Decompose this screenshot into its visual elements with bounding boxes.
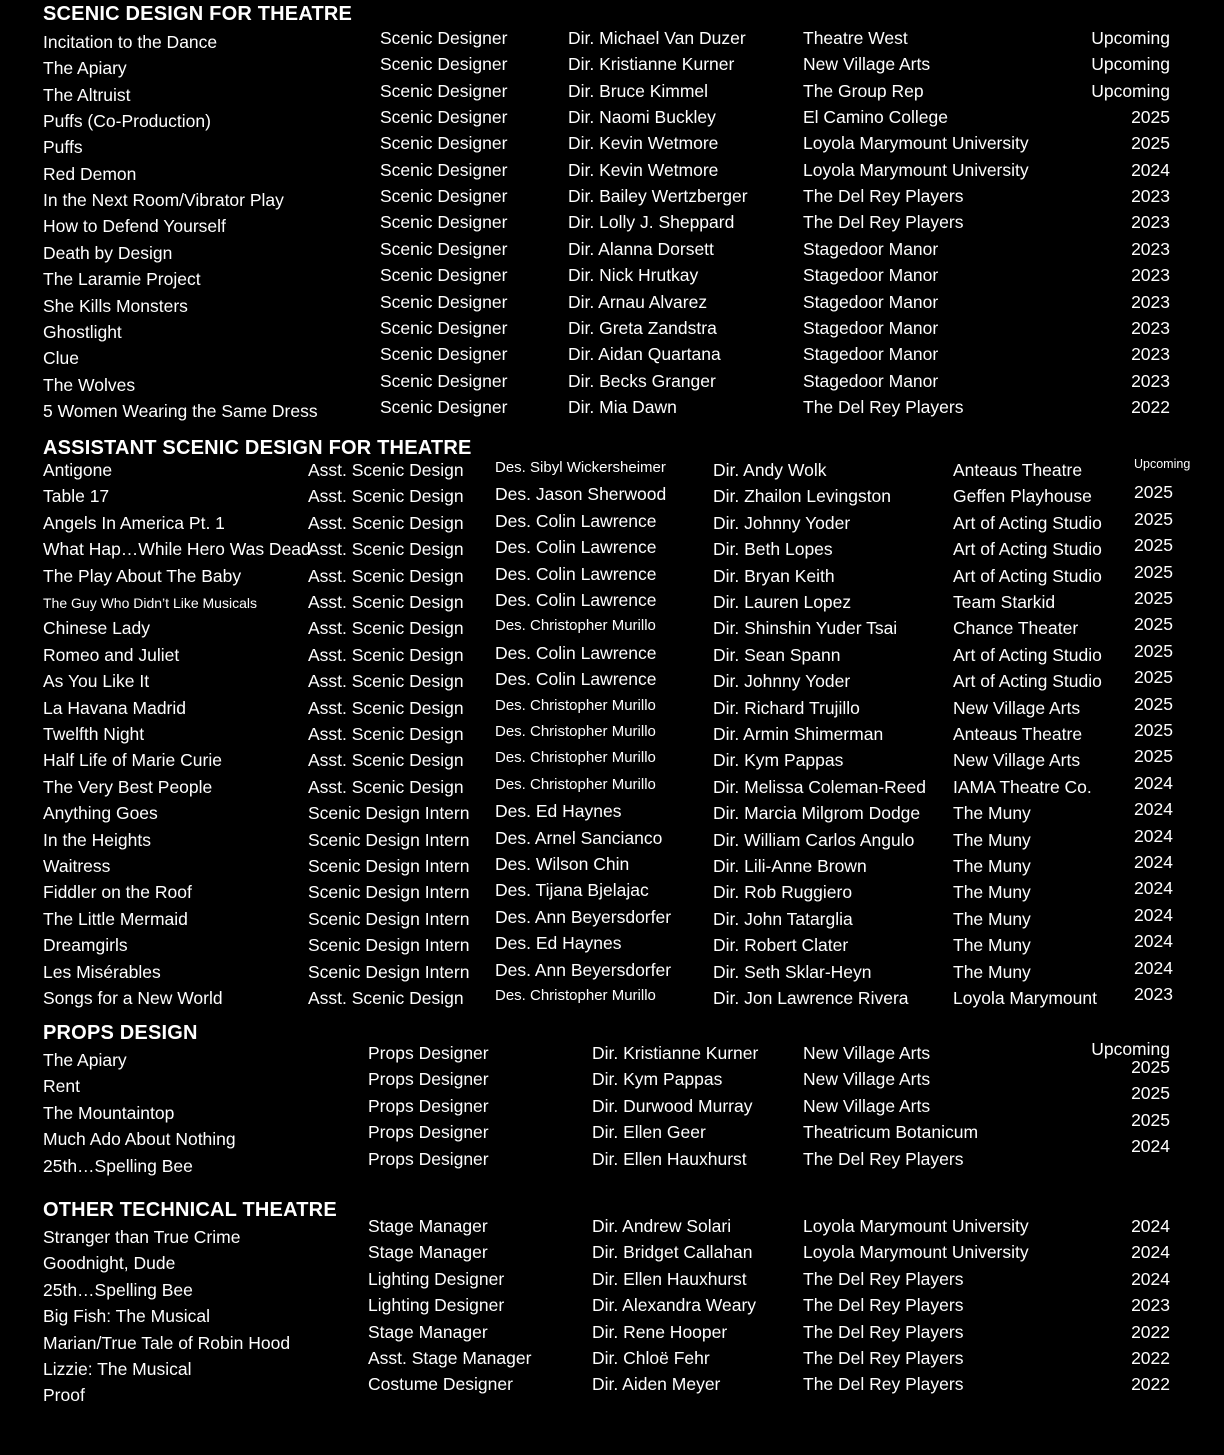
scenic-role: Scenic Designer: [380, 28, 508, 48]
assistant-role: Asst. Scenic Design: [308, 724, 464, 744]
assistant-role: Asst. Scenic Design: [308, 566, 464, 586]
scenic-role: Scenic Designer: [380, 133, 508, 153]
assistant-designer: Des. Colin Lawrence: [495, 590, 657, 610]
assistant-director: Dir. Sean Spann: [713, 645, 841, 665]
assistant-show-title: Fiddler on the Roof: [43, 882, 192, 902]
assistant-venue: Art of Acting Studio: [953, 671, 1102, 691]
props-show-title: 25th…Spelling Bee: [43, 1156, 193, 1176]
assistant-venue: The Muny: [953, 830, 1031, 850]
assistant-show-title: Twelfth Night: [43, 724, 145, 744]
props-year: 2025: [1131, 1057, 1170, 1077]
scenic-show-title: 5 Women Wearing the Same Dress: [43, 401, 318, 421]
assistant-designer: Des. Christopher Murillo: [495, 987, 656, 1004]
assistant-role: Asst. Scenic Design: [308, 645, 464, 665]
other-year: 2024: [1131, 1242, 1170, 1262]
props-director: Dir. Kym Pappas: [592, 1069, 723, 1089]
assistant-year: 2024: [1134, 878, 1173, 898]
scenic-year: 2023: [1131, 265, 1170, 285]
assistant-role: Scenic Design Intern: [308, 830, 470, 850]
assistant-venue: The Muny: [953, 935, 1031, 955]
scenic-role: Scenic Designer: [380, 371, 508, 391]
props-role: Props Designer: [368, 1096, 489, 1116]
scenic-role: Scenic Designer: [380, 186, 508, 206]
assistant-show-title: Chinese Lady: [43, 618, 151, 638]
assistant-venue: Geffen Playhouse: [953, 486, 1092, 506]
assistant-designer: Des. Sibyl Wickersheimer: [495, 459, 666, 476]
assistant-designer: Des. Ed Haynes: [495, 933, 622, 953]
props-show-title: Much Ado About Nothing: [43, 1129, 236, 1149]
assistant-year: 2025: [1134, 746, 1173, 766]
assistant-show-title: La Havana Madrid: [43, 698, 186, 718]
scenic-venue: The Del Rey Players: [803, 397, 964, 417]
assistant-show-title: Antigone: [43, 460, 113, 480]
props-show-title: The Mountaintop: [43, 1103, 175, 1123]
assistant-designer: Des. Ed Haynes: [495, 801, 622, 821]
assistant-director: Dir. Rob Ruggiero: [713, 882, 853, 902]
scenic-venue: El Camino College: [803, 107, 948, 127]
assistant-show-title: In the Heights: [43, 830, 151, 850]
assistant-role: Scenic Design Intern: [308, 803, 470, 823]
scenic-venue: Stagedoor Manor: [803, 318, 939, 338]
other-venue: The Del Rey Players: [803, 1322, 964, 1342]
assistant-venue: Art of Acting Studio: [953, 539, 1102, 559]
scenic-director: Dir. Naomi Buckley: [568, 107, 716, 127]
other-year: 2024: [1131, 1269, 1170, 1289]
assistant-role: Scenic Design Intern: [308, 856, 470, 876]
scenic-show-title: Death by Design: [43, 243, 173, 263]
other-venue: Loyola Marymount University: [803, 1242, 1029, 1262]
assistant-director: Dir. Andy Wolk: [713, 460, 827, 480]
other-venue: The Del Rey Players: [803, 1269, 964, 1289]
props-director: Dir. Ellen Hauxhurst: [592, 1149, 747, 1169]
assistant-year: 2025: [1134, 694, 1173, 714]
scenic-show-title: Puffs (Co-Production): [43, 111, 211, 131]
assistant-role: Scenic Design Intern: [308, 935, 470, 955]
props-venue: Theatricum Botanicum: [803, 1122, 979, 1142]
assistant-director: Dir. Zhailon Levingston: [713, 486, 892, 506]
assistant-director: Dir. Robert Clater: [713, 935, 849, 955]
assistant-show-title: Table 17: [43, 486, 110, 506]
assistant-role: Asst. Scenic Design: [308, 592, 464, 612]
other-role: Asst. Stage Manager: [368, 1348, 532, 1368]
assistant-designer: Des. Colin Lawrence: [495, 669, 657, 689]
assistant-director: Dir. Lauren Lopez: [713, 592, 852, 612]
assistant-venue: The Muny: [953, 909, 1031, 929]
scenic-role: Scenic Designer: [380, 292, 508, 312]
assistant-show-title: Dreamgirls: [43, 935, 128, 955]
scenic-director: Dir. Greta Zandstra: [568, 318, 717, 338]
assistant-show-title: Waitress: [43, 856, 111, 876]
scenic-venue: New Village Arts: [803, 54, 931, 74]
props-year: Upcoming: [1091, 1039, 1170, 1059]
props-section-title: PROPS DESIGN: [43, 1022, 198, 1044]
other-role: Stage Manager: [368, 1242, 488, 1262]
scenic-director: Dir. Becks Granger: [568, 371, 716, 391]
assistant-venue: New Village Arts: [953, 698, 1081, 718]
assistant-designer: Des. Colin Lawrence: [495, 564, 657, 584]
assistant-year: 2024: [1134, 799, 1173, 819]
scenic-show-title: How to Defend Yourself: [43, 216, 226, 236]
other-role: Stage Manager: [368, 1322, 488, 1342]
assistant-year: 2024: [1134, 905, 1173, 925]
scenic-role: Scenic Designer: [380, 212, 508, 232]
other-director: Dir. Andrew Solari: [592, 1216, 732, 1236]
scenic-role: Scenic Designer: [380, 81, 508, 101]
props-role: Props Designer: [368, 1149, 489, 1169]
other-show-title: 25th…Spelling Bee: [43, 1280, 193, 1300]
assistant-venue: Art of Acting Studio: [953, 513, 1102, 533]
scenic-venue: Theatre West: [803, 28, 908, 48]
scenic-director: Dir. Alanna Dorsett: [568, 239, 714, 259]
other-venue: The Del Rey Players: [803, 1348, 964, 1368]
assistant-show-title: The Little Mermaid: [43, 909, 188, 929]
props-director: Dir. Ellen Geer: [592, 1122, 706, 1142]
scenic-year: 2022: [1131, 397, 1170, 417]
assistant-show-title: The Play About The Baby: [43, 566, 242, 586]
props-director: Dir. Kristianne Kurner: [592, 1043, 759, 1063]
scenic-director: Dir. Nick Hrutkay: [568, 265, 699, 285]
assistant-venue: The Muny: [953, 882, 1031, 902]
props-venue: New Village Arts: [803, 1096, 931, 1116]
assistant-director: Dir. Jon Lawrence Rivera: [713, 988, 909, 1008]
props-venue: New Village Arts: [803, 1043, 931, 1063]
scenic-role: Scenic Designer: [380, 397, 508, 417]
assistant-role: Scenic Design Intern: [308, 909, 470, 929]
scenic-role: Scenic Designer: [380, 160, 508, 180]
assistant-role: Asst. Scenic Design: [308, 539, 464, 559]
assistant-venue: The Muny: [953, 856, 1031, 876]
scenic-director: Dir. Michael Van Duzer: [568, 28, 746, 48]
other-venue: The Del Rey Players: [803, 1295, 964, 1315]
props-year: 2024: [1131, 1136, 1170, 1156]
assistant-venue: New Village Arts: [953, 750, 1081, 770]
scenic-show-title: She Kills Monsters: [43, 296, 188, 316]
assistant-role: Asst. Scenic Design: [308, 988, 464, 1008]
assistant-year: 2024: [1134, 826, 1173, 846]
scenic-venue: Stagedoor Manor: [803, 344, 939, 364]
scenic-show-title: Puffs: [43, 137, 83, 157]
assistant-show-title: Anything Goes: [43, 803, 158, 823]
scenic-show-title: In the Next Room/Vibrator Play: [43, 190, 284, 210]
assistant-designer: Des. Christopher Murillo: [495, 749, 656, 766]
assistant-role: Asst. Scenic Design: [308, 513, 464, 533]
assistant-show-title: Songs for a New World: [43, 988, 223, 1008]
assistant-year: 2025: [1134, 562, 1173, 582]
props-role: Props Designer: [368, 1122, 489, 1142]
assistant-designer: Des. Colin Lawrence: [495, 511, 657, 531]
assistant-role: Asst. Scenic Design: [308, 777, 464, 797]
scenic-director: Dir. Lolly J. Sheppard: [568, 212, 735, 232]
other-year: 2024: [1131, 1216, 1170, 1236]
assistant-venue: Chance Theater: [953, 618, 1079, 638]
assistant-role: Asst. Scenic Design: [308, 618, 464, 638]
assistant-venue: Art of Acting Studio: [953, 566, 1102, 586]
scenic-role: Scenic Designer: [380, 239, 508, 259]
other-section-title: OTHER TECHNICAL THEATRE: [43, 1199, 337, 1221]
scenic-show-title: The Wolves: [43, 375, 136, 395]
scenic-venue: Stagedoor Manor: [803, 239, 939, 259]
scenic-role: Scenic Designer: [380, 265, 508, 285]
scenic-director: Dir. Mia Dawn: [568, 397, 677, 417]
other-director: Dir. Aiden Meyer: [592, 1374, 721, 1394]
assistant-role: Asst. Scenic Design: [308, 671, 464, 691]
assistant-show-title: Les Misérables: [43, 962, 161, 982]
assistant-year: Upcoming: [1134, 457, 1191, 471]
assistant-venue: Loyola Marymount: [953, 988, 1097, 1008]
other-director: Dir. Chloë Fehr: [592, 1348, 710, 1368]
assistant-show-title: The Guy Who Didn’t Like Musicals: [43, 595, 257, 611]
assistant-director: Dir. Armin Shimerman: [713, 724, 884, 744]
scenic-venue: Loyola Marymount University: [803, 160, 1029, 180]
assistant-year: 2025: [1134, 614, 1173, 634]
scenic-role: Scenic Designer: [380, 344, 508, 364]
scenic-role: Scenic Designer: [380, 318, 508, 338]
scenic-year: 2023: [1131, 186, 1170, 206]
props-venue: New Village Arts: [803, 1069, 931, 1089]
assistant-director: Dir. Lili-Anne Brown: [713, 856, 867, 876]
other-show-title: Proof: [43, 1385, 85, 1405]
props-director: Dir. Durwood Murray: [592, 1096, 753, 1116]
assistant-director: Dir. Melissa Coleman-Reed: [713, 777, 926, 797]
scenic-year: Upcoming: [1091, 81, 1170, 101]
other-show-title: Stranger than True Crime: [43, 1227, 241, 1247]
other-year: 2023: [1131, 1295, 1170, 1315]
scenic-year: 2025: [1131, 107, 1170, 127]
assistant-year: 2025: [1134, 667, 1173, 687]
assistant-director: Dir. Bryan Keith: [713, 566, 835, 586]
assistant-section-title: ASSISTANT SCENIC DESIGN FOR THEATRE: [43, 437, 472, 459]
scenic-director: Dir. Bailey Wertzberger: [568, 186, 748, 206]
assistant-show-title: What Hap…While Hero Was Dead: [43, 539, 311, 559]
scenic-venue: The Group Rep: [803, 81, 924, 101]
assistant-designer: Des. Colin Lawrence: [495, 643, 657, 663]
scenic-venue: Stagedoor Manor: [803, 265, 939, 285]
assistant-year: 2024: [1134, 773, 1173, 793]
assistant-role: Asst. Scenic Design: [308, 486, 464, 506]
props-role: Props Designer: [368, 1043, 489, 1063]
props-year: 2025: [1131, 1110, 1170, 1130]
assistant-designer: Des. Jason Sherwood: [495, 484, 667, 504]
scenic-section-title: SCENIC DESIGN FOR THEATRE: [43, 3, 353, 25]
scenic-director: Dir. Kristianne Kurner: [568, 54, 735, 74]
assistant-designer: Des. Christopher Murillo: [495, 697, 656, 714]
assistant-show-title: Angels In America Pt. 1: [43, 513, 225, 533]
assistant-year: 2025: [1134, 720, 1173, 740]
assistant-role: Scenic Design Intern: [308, 962, 470, 982]
assistant-designer: Des. Arnel Sancianco: [495, 828, 663, 848]
props-role: Props Designer: [368, 1069, 489, 1089]
scenic-year: 2023: [1131, 212, 1170, 232]
scenic-year: Upcoming: [1091, 54, 1170, 74]
other-director: Dir. Rene Hooper: [592, 1322, 728, 1342]
assistant-year: 2025: [1134, 482, 1173, 502]
assistant-role: Scenic Design Intern: [308, 882, 470, 902]
assistant-role: Asst. Scenic Design: [308, 750, 464, 770]
assistant-venue: Team Starkid: [953, 592, 1056, 612]
assistant-director: Dir. Shinshin Yuder Tsai: [713, 618, 898, 638]
other-year: 2022: [1131, 1348, 1170, 1368]
other-year: 2022: [1131, 1374, 1170, 1394]
assistant-year: 2025: [1134, 641, 1173, 661]
scenic-role: Scenic Designer: [380, 54, 508, 74]
assistant-director: Dir. William Carlos Angulo: [713, 830, 915, 850]
assistant-designer: Des. Tijana Bjelajac: [495, 880, 649, 900]
scenic-show-title: The Laramie Project: [43, 269, 201, 289]
assistant-designer: Des. Ann Beyersdorfer: [495, 960, 672, 980]
other-director: Dir. Ellen Hauxhurst: [592, 1269, 747, 1289]
assistant-venue: Art of Acting Studio: [953, 645, 1102, 665]
scenic-year: 2024: [1131, 160, 1170, 180]
scenic-year: 2023: [1131, 344, 1170, 364]
scenic-year: Upcoming: [1091, 28, 1170, 48]
assistant-venue: Anteaus Theatre: [953, 460, 1083, 480]
other-role: Costume Designer: [368, 1374, 513, 1394]
assistant-year: 2024: [1134, 958, 1173, 978]
scenic-show-title: Red Demon: [43, 164, 137, 184]
assistant-role: Asst. Scenic Design: [308, 698, 464, 718]
assistant-designer: Des. Colin Lawrence: [495, 537, 657, 557]
scenic-show-title: Incitation to the Dance: [43, 32, 218, 52]
assistant-director: Dir. Richard Trujillo: [713, 698, 860, 718]
other-role: Lighting Designer: [368, 1295, 505, 1315]
assistant-venue: The Muny: [953, 962, 1031, 982]
scenic-role: Scenic Designer: [380, 107, 508, 127]
scenic-year: 2023: [1131, 371, 1170, 391]
assistant-venue: IAMA Theatre Co.: [953, 777, 1092, 797]
assistant-show-title: As You Like It: [43, 671, 150, 691]
assistant-designer: Des. Ann Beyersdorfer: [495, 907, 672, 927]
scenic-venue: The Del Rey Players: [803, 212, 964, 232]
other-show-title: Marian/True Tale of Robin Hood: [43, 1333, 291, 1353]
assistant-year: 2025: [1134, 509, 1173, 529]
scenic-year: 2023: [1131, 239, 1170, 259]
scenic-venue: Loyola Marymount University: [803, 133, 1029, 153]
other-show-title: Goodnight, Dude: [43, 1253, 176, 1273]
props-venue: The Del Rey Players: [803, 1149, 964, 1169]
other-show-title: Lizzie: The Musical: [43, 1359, 192, 1379]
assistant-director: Dir. Beth Lopes: [713, 539, 833, 559]
scenic-year: 2023: [1131, 292, 1170, 312]
scenic-venue: Stagedoor Manor: [803, 371, 939, 391]
assistant-director: Dir. Marcia Milgrom Dodge: [713, 803, 921, 823]
scenic-show-title: Ghostlight: [43, 322, 122, 342]
assistant-director: Dir. Seth Sklar-Heyn: [713, 962, 872, 982]
assistant-role: Asst. Scenic Design: [308, 460, 464, 480]
scenic-year: 2023: [1131, 318, 1170, 338]
props-show-title: Rent: [43, 1076, 80, 1096]
other-venue: The Del Rey Players: [803, 1374, 964, 1394]
assistant-year: 2025: [1134, 588, 1173, 608]
assistant-designer: Des. Christopher Murillo: [495, 617, 656, 634]
assistant-show-title: Half Life of Marie Curie: [43, 750, 222, 770]
assistant-director: Dir. Johnny Yoder: [713, 513, 851, 533]
assistant-designer: Des. Wilson Chin: [495, 854, 630, 874]
scenic-director: Dir. Kevin Wetmore: [568, 133, 719, 153]
assistant-show-title: The Very Best People: [43, 777, 213, 797]
props-show-title: The Apiary: [43, 1050, 127, 1070]
assistant-director: Dir. Johnny Yoder: [713, 671, 851, 691]
other-role: Lighting Designer: [368, 1269, 505, 1289]
other-role: Stage Manager: [368, 1216, 488, 1236]
assistant-venue: Anteaus Theatre: [953, 724, 1083, 744]
assistant-year: 2023: [1134, 984, 1173, 1004]
assistant-designer: Des. Christopher Murillo: [495, 723, 656, 740]
other-show-title: Big Fish: The Musical: [43, 1306, 210, 1326]
scenic-show-title: The Apiary: [43, 58, 127, 78]
scenic-director: Dir. Arnau Alvarez: [568, 292, 708, 312]
props-year: 2025: [1131, 1083, 1170, 1103]
assistant-year: 2024: [1134, 852, 1173, 872]
assistant-show-title: Romeo and Juliet: [43, 645, 180, 665]
assistant-director: Dir. Kym Pappas: [713, 750, 844, 770]
scenic-show-title: Clue: [43, 348, 79, 368]
scenic-venue: The Del Rey Players: [803, 186, 964, 206]
assistant-year: 2025: [1134, 535, 1173, 555]
scenic-year: 2025: [1131, 133, 1170, 153]
scenic-director: Dir. Kevin Wetmore: [568, 160, 719, 180]
assistant-designer: Des. Christopher Murillo: [495, 776, 656, 793]
other-venue: Loyola Marymount University: [803, 1216, 1029, 1236]
assistant-venue: The Muny: [953, 803, 1031, 823]
scenic-director: Dir. Aidan Quartana: [568, 344, 721, 364]
assistant-year: 2024: [1134, 931, 1173, 951]
scenic-show-title: The Altruist: [43, 85, 131, 105]
other-director: Dir. Bridget Callahan: [592, 1242, 753, 1262]
scenic-director: Dir. Bruce Kimmel: [568, 81, 709, 101]
scenic-venue: Stagedoor Manor: [803, 292, 939, 312]
other-director: Dir. Alexandra Weary: [592, 1295, 757, 1315]
other-year: 2022: [1131, 1322, 1170, 1342]
assistant-director: Dir. John Tatarglia: [713, 909, 853, 929]
